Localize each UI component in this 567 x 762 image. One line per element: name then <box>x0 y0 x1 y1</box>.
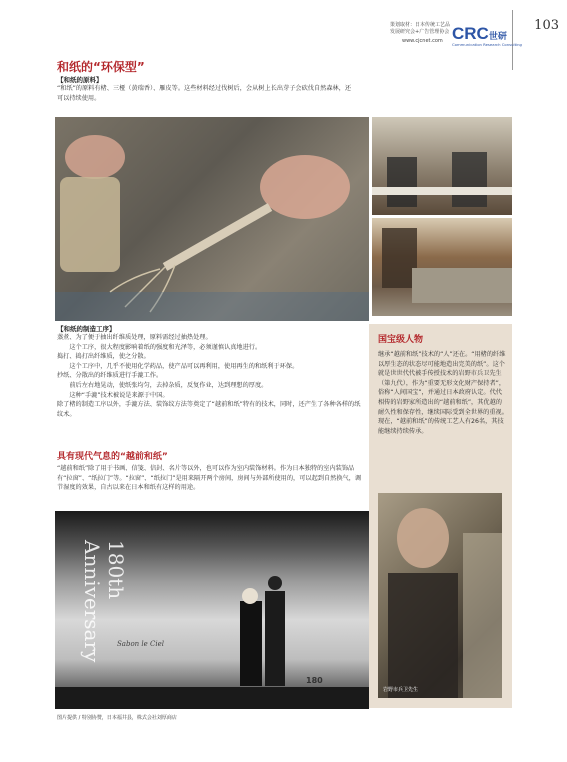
publisher-line-2: 发展研究会+广告管理协会 <box>390 29 450 35</box>
publisher-info <box>390 22 450 36</box>
crc-subtitle: Communication Research Consulting <box>452 42 522 47</box>
process-line: 抄纸、分散出的纤维质进行手漉工作。 <box>57 372 163 380</box>
section-manufacturing <box>57 324 362 419</box>
photo-illustration <box>372 117 512 215</box>
process-line: 蒸煮、为了便于抽出纤维质处理，原料需经过抽热处理。 <box>57 334 212 341</box>
crc-brand-cn: 世研 <box>488 31 507 41</box>
photo-illustration <box>55 117 369 321</box>
anniversary-text: 180th Anniversary <box>80 540 128 663</box>
section-heading: 【和纸的原料】 <box>57 76 103 84</box>
section-body-modern: “越前和纸”除了用于书画、信笺、信封、名片等以外，也可以作为室内装饰材料。作为日本独特的室内装饰品有“拉窗”、“纸拉门”等。“拉窗”、“纸拉门”是用来隔开两个房间，房间与外部所使用的，可以起到自然换气，调节湿度的效果，自古以来在日本和纸有这样的用途。 <box>57 465 362 492</box>
page-number: 103 <box>534 18 559 33</box>
section-heading: 【和纸的制造工序】 <box>57 325 116 333</box>
crc-logo <box>452 24 507 44</box>
photo-paper-mulberry-roots <box>55 117 369 321</box>
photo-craftsman-portrait <box>378 493 502 698</box>
sidebar-body: 继承“越前和纸”技术的“人”还在。“用楮的纤维以厚生态的状态尽可能地造出完美的纸”。这个就是世世代代被手传授技术的岩野市兵卫先生（第九代），作为“重要无形文化财产保持者”，俗称“人间国宝”，并通过日本政府认定。代代相传的岩野家所造出的“越前和纸”，其优越的耐久性和保存性，继续国际受到全世界的重视。现在，“越前和纸”的传统工艺人有26名，其技能继续持续传承。 <box>378 351 508 435</box>
store-logo: Sabon le Ciel <box>117 640 164 648</box>
publisher-line-1: 策划取材：日本传统工艺品 <box>390 22 451 28</box>
photo-credit: 图片提供 / 特别协赞，日本福井县，株式会社刘厚商店 <box>57 715 177 721</box>
process-line: 捣打、捣打出纤维质，使之分散。 <box>57 353 150 361</box>
article-title: 和纸的“环保型” <box>57 60 145 74</box>
section-raw-materials <box>57 75 357 103</box>
process-line: 前后左右地晃动，使纸张均匀，去掉杂质，反复作业，达到理想的厚度。 <box>57 381 268 389</box>
section-body: “和纸”的原料有楮、三桠（黄瑞香）、雁皮等。这些材料经过伐树后，会从树上长出芽子会砍伐自然森林，还可以持续使用。 <box>57 85 352 102</box>
portrait-caption: 岩野市兵卫先生 <box>383 687 419 693</box>
process-line: 这个工序，很大程度影响着纸的强度和光泽等，必须谨慎认真地进行。 <box>57 343 262 351</box>
process-line: 这个工序中，几乎不使用化学药品，使产品可以再利用，使用再生的和纸利于环保。 <box>57 362 299 370</box>
photo-illustration <box>378 493 502 698</box>
sidebar-title: 国宝级人物 <box>378 335 424 345</box>
process-line: 除了楮的制造工序以外，手漉方法、装饰纹方法等奠定了“越前和纸”特有的技术，同时，还产生了各种各样的纸纹术。 <box>57 401 361 418</box>
crc-brand: CRC <box>452 24 489 43</box>
header-divider <box>512 10 513 70</box>
photo-illustration <box>372 218 512 316</box>
photo-paper-making <box>372 218 512 316</box>
store-number: 180 <box>306 676 323 685</box>
process-line: 这种“手漉”技术被说是来源于中国。 <box>57 391 169 399</box>
section-heading-modern: 具有现代气息的“越前和纸” <box>57 452 168 462</box>
publisher-url[interactable]: www.cjcnet.com <box>402 38 443 44</box>
photo-craftsmen-workshop <box>372 117 512 215</box>
